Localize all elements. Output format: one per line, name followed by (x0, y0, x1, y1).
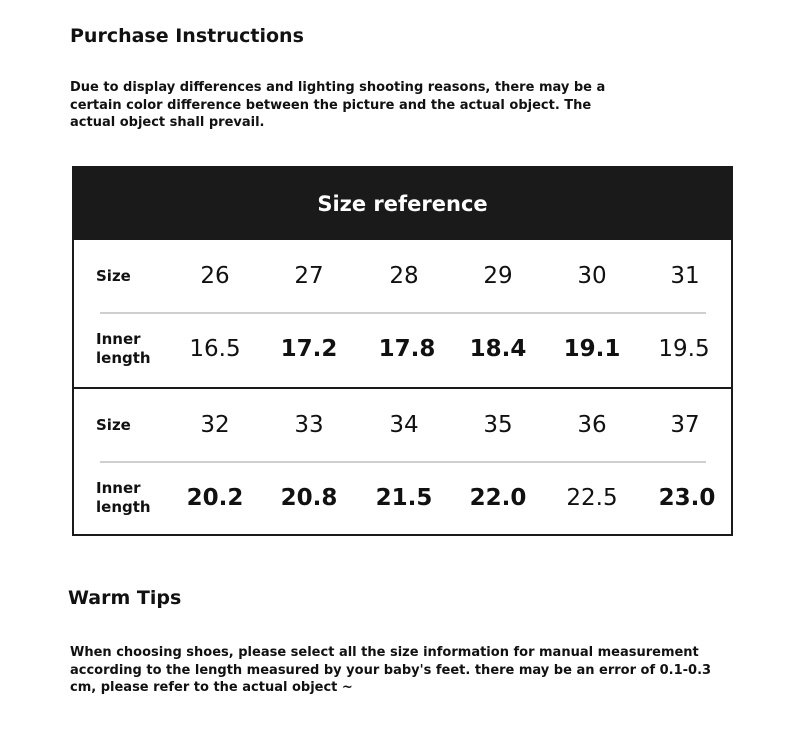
size-cell: 35 (483, 412, 513, 438)
size-block-1 (74, 240, 731, 385)
length-cell: 20.8 (280, 485, 338, 511)
length-cell: 20.2 (186, 485, 244, 511)
size-cell: 27 (294, 263, 324, 289)
length-cell: 19.1 (563, 336, 621, 362)
size-cell: 34 (389, 412, 419, 438)
size-row (74, 389, 731, 461)
size-cell: 28 (389, 263, 419, 289)
size-cell: 26 (200, 263, 230, 289)
length-cell: 23.0 (658, 485, 716, 511)
warm-tips-text: When choosing shoes, please select all the size information for manual measurement according to the length measured by your baby's feet. there may be an error of 0.1-0.3 cm, please refer to the actual object ~ (70, 645, 712, 695)
length-cell: 22.5 (566, 485, 618, 511)
length-cell: 16.5 (189, 336, 241, 362)
length-cell: 21.5 (375, 485, 433, 511)
warm-tips-title: Warm Tips (68, 587, 182, 609)
purchase-instructions-title: Purchase Instructions (70, 25, 304, 47)
size-cell: 30 (577, 263, 607, 289)
size-cell: 29 (483, 263, 513, 289)
size-cell: 33 (294, 412, 324, 438)
length-cell: 19.5 (658, 336, 710, 362)
size-block-2 (74, 387, 731, 538)
inner-length-label: Inner length (96, 330, 151, 367)
length-cell: 17.2 (280, 336, 338, 362)
inner-length-row (74, 462, 731, 534)
purchase-instructions-text: Due to display differences and lighting shooting reasons, there may be a certain color difference between the picture and the actual object. The actual object shall prevail. (70, 80, 606, 130)
size-cell: 32 (200, 412, 230, 438)
size-reference-table (72, 166, 733, 536)
size-cell: 36 (577, 412, 607, 438)
table-header: Size reference (74, 168, 731, 240)
length-cell: 18.4 (469, 336, 527, 362)
length-cell: 17.8 (378, 336, 436, 362)
size-cell: 31 (670, 263, 700, 289)
size-label: Size (96, 266, 131, 285)
length-cell: 22.0 (469, 485, 527, 511)
size-row (74, 240, 731, 312)
inner-length-label: Inner length (96, 479, 151, 516)
inner-length-row (74, 313, 731, 385)
size-cell: 37 (670, 412, 700, 438)
size-label: Size (96, 415, 131, 434)
